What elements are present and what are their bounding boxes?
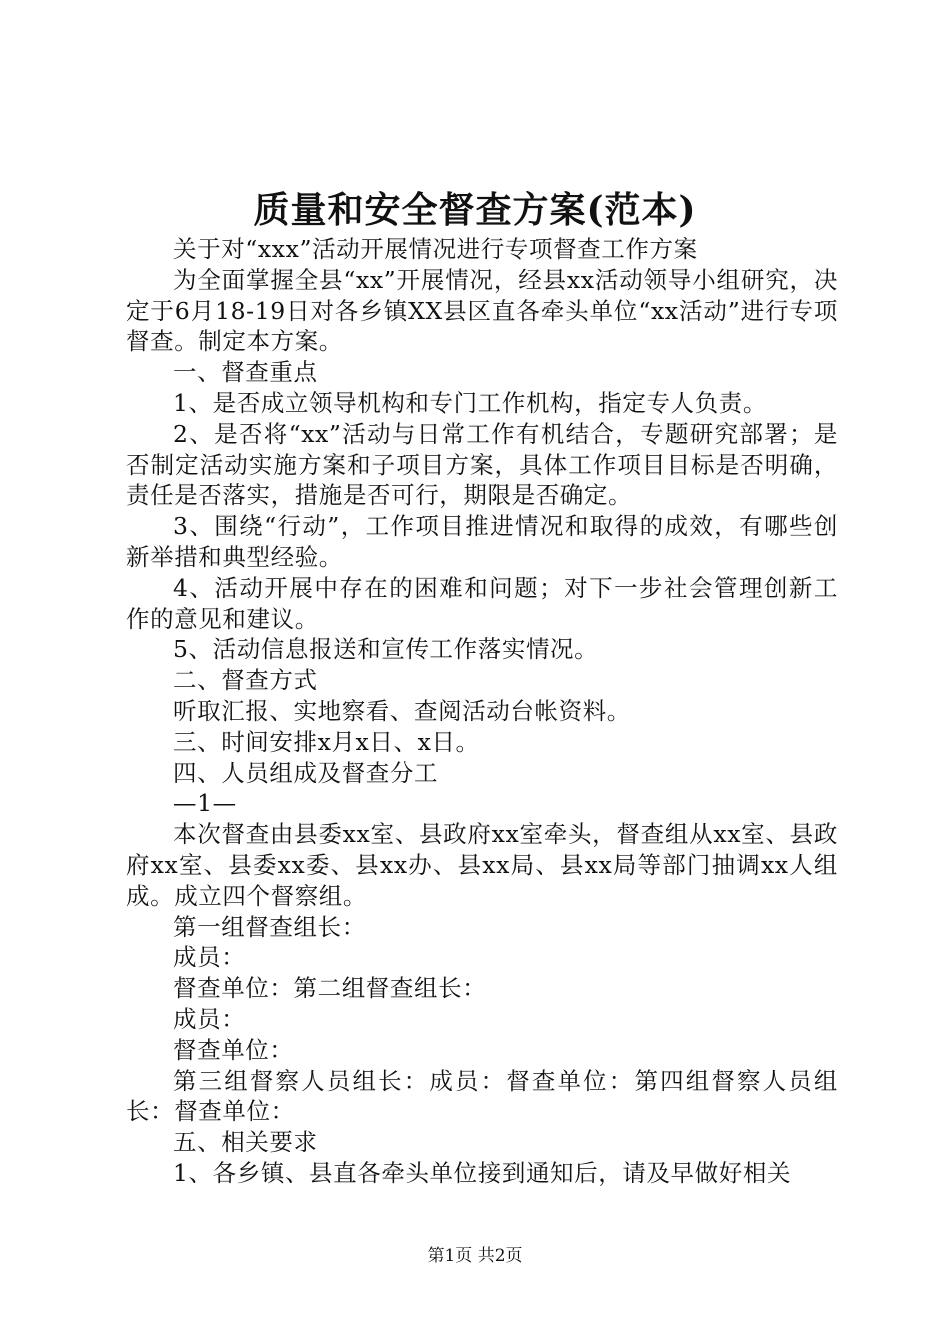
group-1-units-group-2-leader: 督查单位：第二组督查组长： <box>173 974 487 1003</box>
inline-page-marker: —1— <box>173 789 237 818</box>
paragraph-composition: 本次督查由县委xx室、县政府xx室牵头，督查组从xx室、县政府xx室、县委xx委、县xx办、县xx局、县xx局等部门抽调xx人组成。成立四个督察组。 <box>126 820 838 910</box>
group-1-leader: 第一组督查组长： <box>173 912 366 941</box>
page-footer: 第1页 共2页 <box>427 1246 523 1266</box>
section-heading-3: 三、时间安排x月x日、x日。 <box>173 727 480 756</box>
document-title: 质量和安全督查方案(范本) <box>253 189 697 231</box>
paragraph-subtitle: 关于对“xxx”活动开展情况进行专项督查工作方案 <box>173 235 698 263</box>
section-heading-4: 四、人员组成及督查分工 <box>173 758 439 787</box>
section-heading-5: 五、相关要求 <box>173 1128 318 1157</box>
group-2-members: 成员： <box>173 1004 246 1033</box>
paragraph-method: 听取汇报、实地察看、查阅活动台帐资料。 <box>173 696 631 725</box>
section-heading-2: 二、督查方式 <box>173 666 318 695</box>
list-item-3: 3、围绕“行动”，工作项目推进情况和取得的成效，有哪些创新举措和典型经验。 <box>126 512 838 571</box>
section-heading-1: 一、督查重点 <box>173 358 318 387</box>
list-item-4: 4、活动开展中存在的困难和问题；对下一步社会管理创新工作的意见和建议。 <box>126 573 838 633</box>
list-item-2: 2、是否将“xx”活动与日常工作有机结合，专题研究部署；是否制定活动实施方案和子项目方案，具体工作项目目标是否明确，责任是否落实，措施是否可行，期限是否确定。 <box>126 419 838 510</box>
document-body <box>126 234 838 1189</box>
paragraph-intro: 为全面掌握全县“xx”开展情况，经县xx活动领导小组研究，决定于6月18-19日对各乡镇XX县区直各牵头单位“xx活动”进行专项督查。制定本方案。 <box>126 265 838 356</box>
requirement-item-1: 1、各乡镇、县直各牵头单位接到通知后，请及早做好相关 <box>173 1158 792 1187</box>
group-1-members: 成员： <box>173 943 246 972</box>
list-item-1: 1、是否成立领导机构和专门工作机构，指定专人负责。 <box>173 388 767 417</box>
group-3-4-details: 第三组督察人员组长：成员：督查单位：第四组督察人员组长：督查单位： <box>126 1066 838 1126</box>
list-item-5: 5、活动信息报送和宣传工作落实情况。 <box>173 635 599 664</box>
group-2-units: 督查单位： <box>173 1035 294 1064</box>
